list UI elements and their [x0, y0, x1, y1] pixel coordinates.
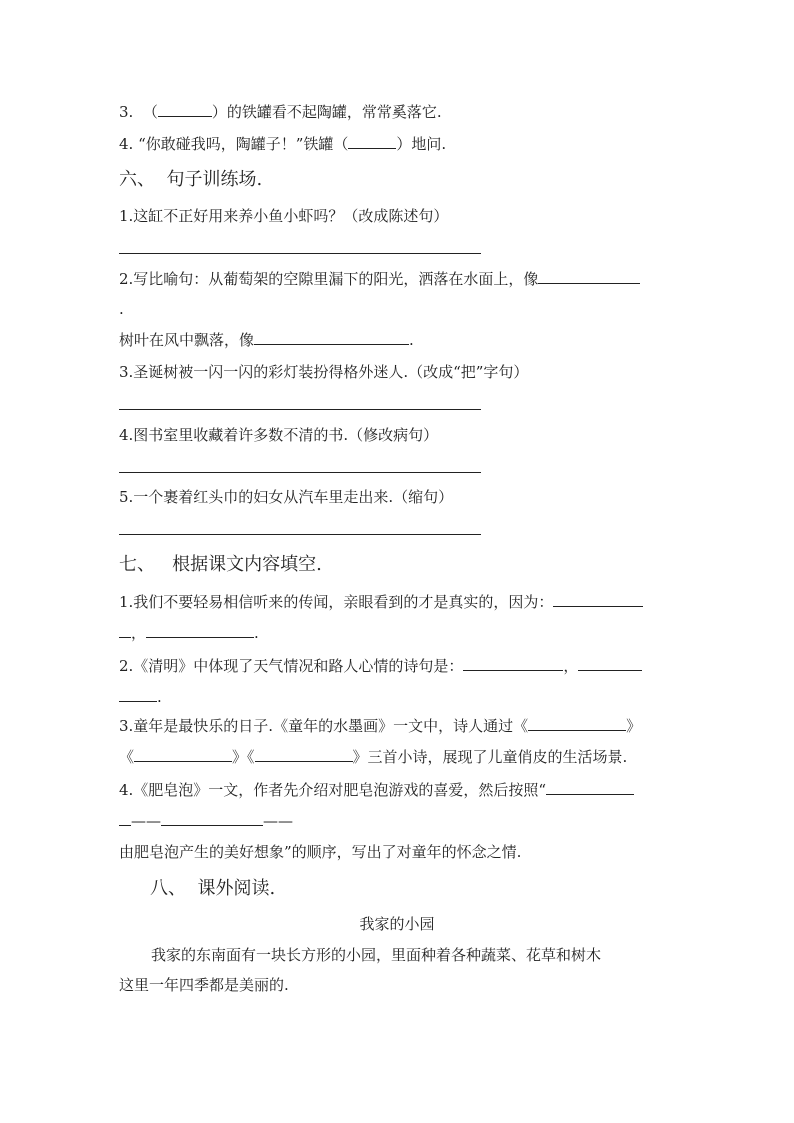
blank-7-4a[interactable] [546, 780, 634, 795]
sec7-q4c: 由肥皂泡产生的美好想象”的顺序，写出了对童年的怀念之情. [119, 843, 522, 861]
passage-para1: 我家的东南面有一块长方形的小园，里面种着各种蔬菜、花草和树木 [151, 946, 602, 964]
blank-7-2b[interactable] [578, 656, 642, 671]
blank-q5-3[interactable] [158, 102, 212, 117]
passage-title: 我家的小园 [359, 915, 435, 933]
blank-6-2c[interactable] [254, 330, 409, 345]
blank-7-1b[interactable] [119, 623, 131, 638]
sec6-q2c: 树叶在风中飘落，像 . [119, 331, 414, 349]
blank-7-4c[interactable] [161, 811, 263, 826]
blank-7-2c[interactable] [119, 687, 157, 702]
blank-7-2a[interactable] [463, 656, 563, 671]
q5-item3: 3. （ ）的铁罐看不起陶罐，常常奚落它. [119, 103, 442, 121]
blank-7-4b[interactable] [119, 811, 131, 826]
sec6-q3: 3.圣诞树被一闪一闪的彩灯装扮得格外迷人.（改成“把”字句） [119, 363, 529, 381]
passage-para2: 这里一年四季都是美丽的. [119, 976, 289, 994]
sec6-q2a: 2.写比喻句：从葡萄架的空隙里漏下的阳光，洒落在水面上，像 [119, 269, 640, 289]
sec7-q3b: 《 》《 》三首小诗，展现了儿童俏皮的生活场景. [119, 748, 628, 766]
section-8-heading: 八、 课外阅读. [150, 878, 276, 899]
sec7-q3a: 3.童年是最快乐的日子.《童年的水墨画》一文中，诗人通过《 》 [119, 717, 642, 735]
blank-6-2a[interactable] [538, 269, 640, 284]
blank-7-3c[interactable] [255, 747, 353, 762]
q5-item4: 4. “你敢碰我吗，陶罐子！”铁罐（ ）地问. [119, 135, 447, 153]
section-7-heading: 七、 根据课文内容填空. [119, 554, 322, 575]
blank-7-1a[interactable] [553, 592, 643, 607]
sec6-q5: 5.一个裹着红头巾的妇女从汽车里走出来.（缩句） [119, 488, 454, 506]
sec7-q2a: 2.《清明》中体现了天气情况和路人心情的诗句是： ， [119, 656, 642, 676]
answer-line-6-1[interactable] [119, 253, 481, 254]
section-6-heading: 六、 句子训练场. [119, 169, 263, 190]
sec7-q1a: 1.我们不要轻易相信听来的传闻，亲眼看到的才是真实的，因为： [119, 592, 643, 612]
sec7-q4a: 4.《肥皂泡》一文，作者先介绍对肥皂泡游戏的喜爱，然后按照“ [119, 780, 634, 800]
answer-line-6-3[interactable] [119, 409, 481, 410]
sec7-q2b: . [119, 687, 162, 707]
blank-7-1c[interactable] [146, 623, 254, 638]
sec6-q1: 1.这缸不正好用来养小鱼小虾吗？（改成陈述句） [119, 207, 449, 225]
sec6-q4: 4.图书室里收藏着许多数不清的书.（修改病句） [119, 426, 439, 444]
blank-q5-4[interactable] [348, 134, 396, 149]
blank-7-3b[interactable] [134, 747, 232, 762]
answer-line-6-4[interactable] [119, 472, 481, 473]
answer-line-6-5[interactable] [119, 534, 481, 535]
blank-7-3a[interactable] [528, 716, 626, 731]
sec7-q4b: —— —— [119, 811, 293, 831]
sec7-q1b: ， . [119, 623, 259, 643]
sec6-q2b: . [119, 300, 124, 318]
